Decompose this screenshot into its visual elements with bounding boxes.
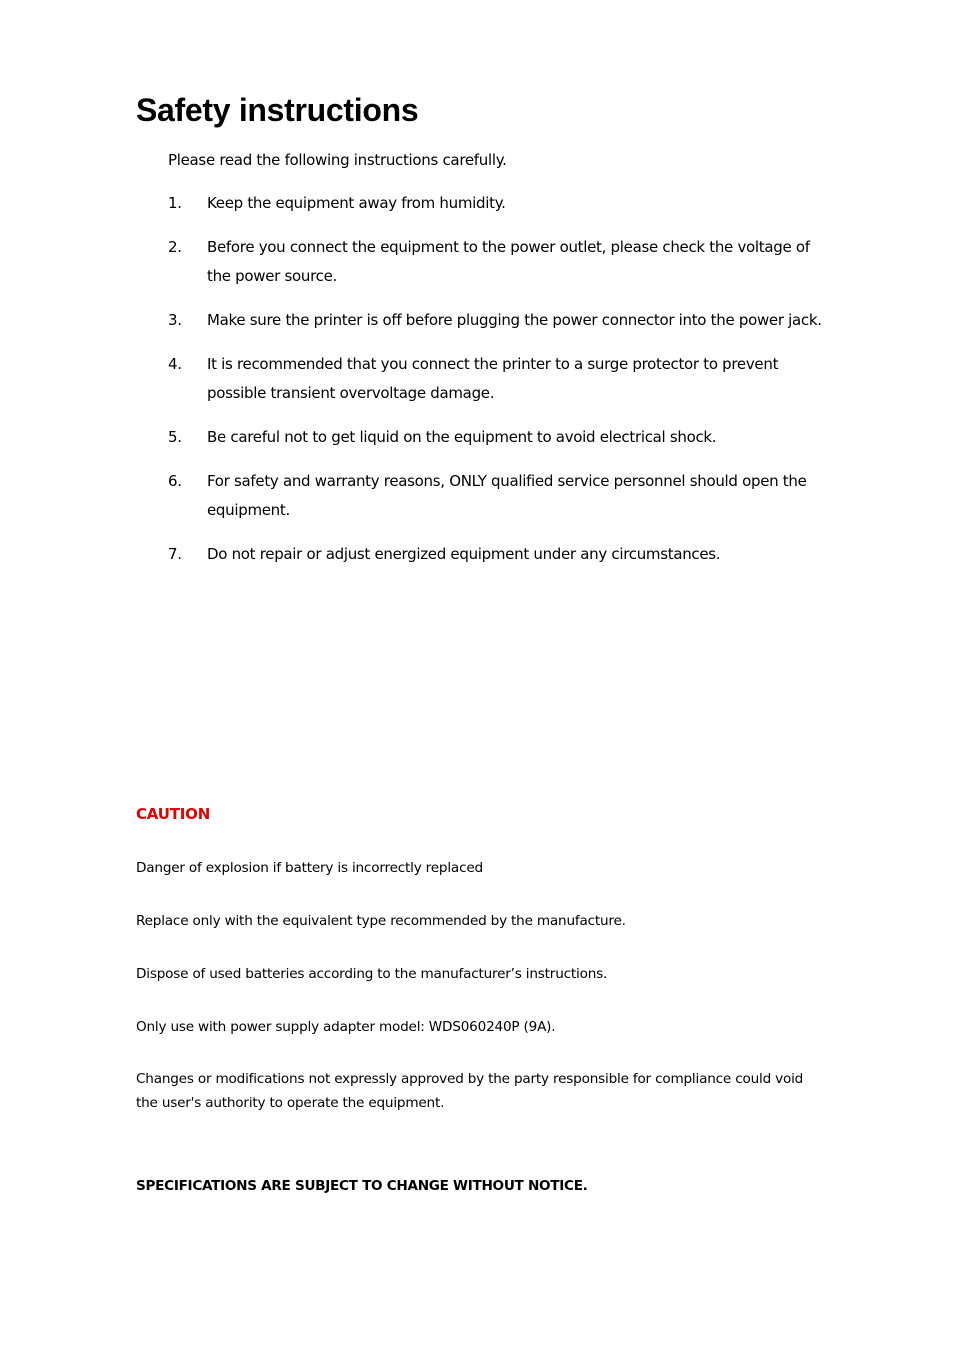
list-item-number: 7. xyxy=(168,545,182,563)
instruction-list xyxy=(168,193,828,588)
list-item-text: It is recommended that you connect the printer to a surge protector to prevent possible transient overvoltage damage. xyxy=(207,355,779,402)
list-item xyxy=(168,306,828,335)
caution-line: Danger of explosion if battery is incorrectly replaced xyxy=(136,860,483,876)
caution-line: Only use with power supply adapter model: WDS060240P (9A). xyxy=(136,1019,556,1035)
list-item xyxy=(168,467,828,525)
list-item-number: 2. xyxy=(168,238,182,256)
list-item-number: 5. xyxy=(168,428,182,446)
caution-line: Dispose of used batteries according to the manufacturer’s instructions. xyxy=(136,966,608,982)
list-item xyxy=(168,423,828,452)
list-item-text: Before you connect the equipment to the power outlet, please check the voltage of the power source. xyxy=(207,238,810,285)
intro-text: Please read the following instructions carefully. xyxy=(168,151,507,169)
list-item-text: Be careful not to get liquid on the equipment to avoid electrical shock. xyxy=(207,428,717,446)
list-item xyxy=(168,350,828,408)
list-item xyxy=(168,233,828,291)
caution-line: Changes or modifications not expressly approved by the party responsible for compliance could void the user's authority to operate the equipment. xyxy=(136,1071,804,1111)
list-item-text: Keep the equipment away from humidity. xyxy=(207,194,506,212)
list-item-number: 6. xyxy=(168,472,182,490)
list-item-text: Do not repair or adjust energized equipment under any circumstances. xyxy=(207,545,721,563)
list-item-number: 1. xyxy=(168,194,182,212)
caution-heading: CAUTION xyxy=(136,805,211,823)
list-item-text: Make sure the printer is off before plugging the power connector into the power jack. xyxy=(207,311,822,329)
page-title: Safety instructions xyxy=(136,92,419,128)
caution-line: Replace only with the equivalent type recommended by the manufacture. xyxy=(136,913,626,929)
list-item xyxy=(168,540,828,569)
list-item-number: 4. xyxy=(168,355,182,373)
list-item-number: 3. xyxy=(168,311,182,329)
specifications-notice: SPECIFICATIONS ARE SUBJECT TO CHANGE WITHOUT NOTICE. xyxy=(136,1178,588,1194)
list-item xyxy=(168,189,828,218)
list-item-text: For safety and warranty reasons, ONLY qualified service personnel should open the equipment. xyxy=(207,472,807,519)
